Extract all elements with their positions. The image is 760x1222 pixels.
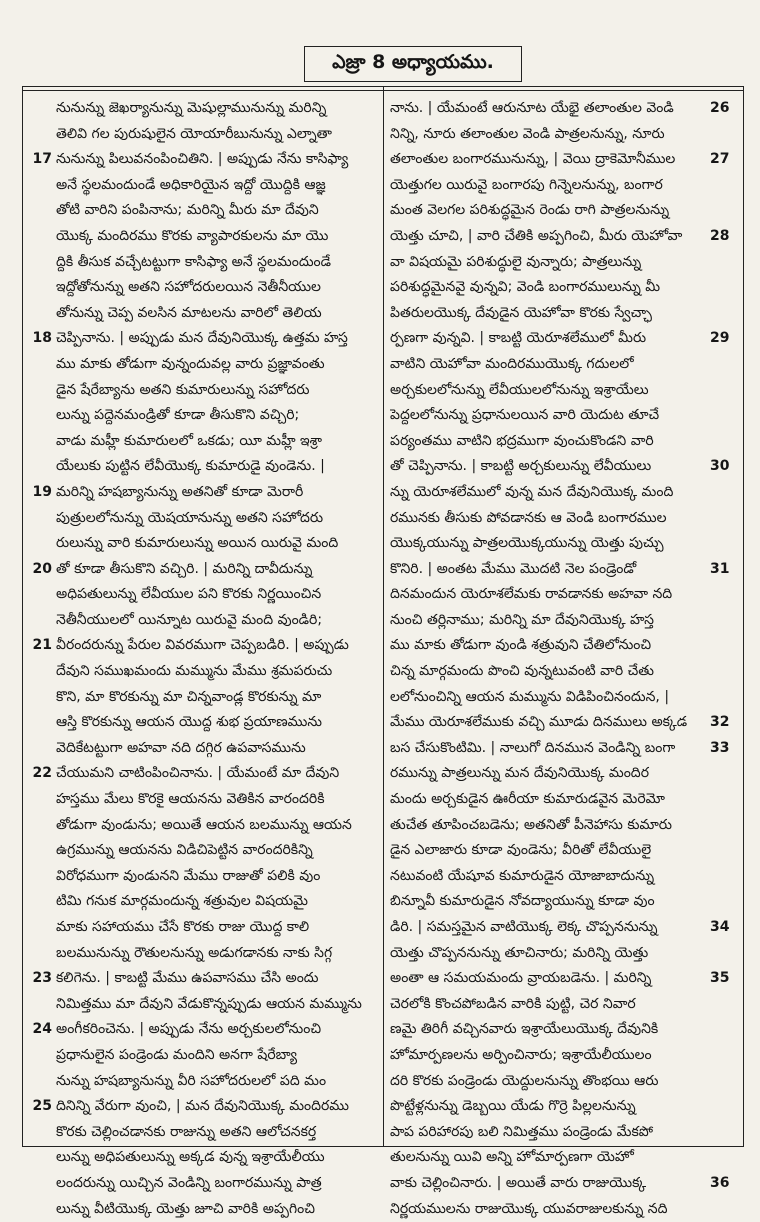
line-text: నున్ను హషబ్యానున్ను వీరి సహోదరులలో పది మం — [56, 1072, 327, 1089]
text-line — [56, 122, 376, 148]
text-line — [390, 1120, 708, 1146]
text-line — [56, 454, 376, 480]
line-text: కొరకు చెల్లించడానకు రాజున్ను అతని ఆలోచనకర్త — [56, 1123, 317, 1140]
line-text: ము మాకు తోడుగా వుండి శత్రువుని చేతిలోనుంచి — [390, 637, 652, 654]
line-text: చెప్పినాను. | అప్పుడు మన దేవునియొక్క ఉత్తమ హస్త — [56, 330, 348, 347]
line-text: యొక్క మందిరము కొరకు వ్యాపారకులను మా యొ — [56, 227, 329, 244]
text-line — [56, 1171, 376, 1197]
line-text: పొట్టేళ్లనున్ను డెబ్బయి యేడు గొర్రె పిల్లలనున్ను — [390, 1098, 636, 1115]
line-text: డైన షేరేబ్యాను అతని కుమారులున్ను సహోదరు — [56, 381, 310, 398]
line-text: దినమందున యెరూశలేమకు రావడానకు అహవా నది — [390, 586, 673, 603]
text-line — [390, 1171, 730, 1197]
verse-number: 30 — [710, 458, 730, 475]
line-text: చెరలోకి కొంచపోబడిన వారికి పుట్టి, చెర నివార — [390, 995, 636, 1012]
line-text: రమున్ను పాత్రలున్ను మన దేవునియొక్క మందిర — [390, 765, 649, 782]
text-line — [56, 378, 376, 404]
line-text: పితరులయొక్క దేవుడైన యెహోవా కొరకు స్వేచ్ఛా — [390, 304, 652, 321]
line-text: మేము యెరూశలేముకు వచ్చి మూడు దినములు అక్కడ — [390, 714, 688, 731]
verse-number: 28 — [710, 227, 730, 244]
text-line — [56, 250, 376, 276]
text-line — [390, 787, 708, 813]
text-line — [56, 941, 376, 967]
line-text: చేయుమని చాటింపించినాను. | యేమంటే మా దేవుని — [56, 765, 340, 782]
text-line — [56, 224, 376, 250]
verse-number: 19 — [32, 483, 52, 500]
line-text: టిమి గనుక మార్గమందున్న శత్రువుల విషయమై — [56, 893, 308, 910]
line-text: వాకు చెల్లించినారు. | అయితే వారు రాజుయొక్క — [390, 1174, 647, 1191]
text-line — [390, 838, 708, 864]
line-text: చిన్న మార్గమందు పొంచి వున్నటువంటి వారి చేతు — [390, 663, 654, 680]
line-text: లున్ను వీటియొక్క యెత్తు జూచి వారికి అప్పగించి — [56, 1200, 315, 1217]
text-line — [390, 813, 708, 839]
text-line — [56, 710, 376, 736]
verse-number: 31 — [710, 560, 730, 577]
line-text: యెత్తుగల యిరువై బంగారపు గిన్నెలనున్ను, బంగార — [390, 176, 663, 193]
line-text: వాడు మహ్లీ కుమారులలో ఒకడు; యీ మహ్లీ ఇశ్రా — [56, 432, 323, 449]
text-line — [390, 1145, 708, 1171]
line-text: రులున్ను వారి కుమారులున్ను అయిన యిరువై మంది — [56, 535, 339, 552]
text-line — [32, 966, 376, 992]
line-text: నునున్ను జెఖర్యానున్ను మెషుల్లామునున్ను మరిన్ని — [56, 100, 327, 116]
text-line — [390, 147, 730, 173]
line-text: న్ను యెరూశలేములో వున్న మన దేవునియొక్క మంది — [390, 483, 674, 500]
verse-number: 33 — [710, 739, 730, 756]
line-text: నాను. | యేమంటే ఆరునూట యేభై తలాంతుల వెండి — [390, 100, 674, 116]
line-text: యెత్తు చూచి, | వారి చేతికి అప్పగించి, మీరు యెహోవా — [390, 227, 683, 244]
line-text: యొక్కయున్ను పాత్రలయొక్కయున్ను యెత్తు పుచ్చు — [390, 535, 664, 552]
line-text: మాకు సహాయము చేసే కొరకు రాజు యొద్ద కాలి — [56, 919, 310, 935]
line-text: హస్తము మేలు కొరకై ఆయనను వెతికిన వారందరికి — [56, 791, 325, 808]
text-line — [390, 173, 708, 199]
line-text: యెత్తు చొప్పననున్ను తూచినారు; మరిన్ని యెత్తు — [390, 944, 649, 961]
text-line — [390, 1069, 708, 1095]
text-line — [390, 582, 708, 608]
text-line — [390, 685, 708, 711]
line-text: నటువంటి యేషూవ కుమారుడైన యోజాబాదున్ను — [390, 867, 655, 884]
line-text: ము మాకు తోడుగా వున్నందువల్ల వారు ప్రజ్ఞావంతు — [56, 355, 325, 372]
text-line — [390, 557, 730, 583]
line-text: వా విషయమై పరిశుద్ధులై వున్నారు; పాత్రలున్ను — [390, 253, 642, 270]
text-line — [56, 659, 376, 685]
text-line — [390, 506, 708, 532]
text-line — [56, 889, 376, 915]
text-line — [390, 454, 730, 480]
text-line — [56, 301, 376, 327]
text-line — [32, 633, 376, 659]
verse-number: 18 — [32, 330, 52, 347]
text-line — [390, 531, 708, 557]
line-text: అనే స్థలమందుండే అధికారియైన ఇద్దో యొద్దికి ఆజ్ఞ — [56, 176, 326, 193]
verse-number: 29 — [710, 330, 730, 347]
line-text: నునున్ను పిలువనంపించితిని. | అప్పుడు నేను కాసిఫ్యా — [56, 151, 349, 168]
line-text: దరి కొరకు పండ్రెండు యెద్దులనున్ను తొంభయి ఆరు — [390, 1072, 659, 1089]
text-line — [56, 173, 376, 199]
text-line — [56, 198, 376, 224]
text-line — [56, 1197, 376, 1222]
line-text: అర్చకులలోనున్ను లేవీయులలోనున్ను ఇశ్రాయేలు — [390, 381, 649, 398]
text-line — [390, 352, 708, 378]
text-line — [56, 1069, 376, 1095]
line-text: కొని, మా కొరకున్ను మా చిన్నవాండ్ల కొరకున్ను మా — [56, 688, 322, 705]
text-line — [56, 838, 376, 864]
line-text: రమునకు తీసుకు పోవడానకు ఆ వెండి బంగారముల — [390, 509, 667, 526]
line-text: తలాంతుల బంగారమునున్ను, | వెయి ద్రాకెమోనీముల — [390, 151, 676, 168]
line-text: ఉగ్రమున్ను ఆయనను విడిచిపెట్టిన వారందరికిన్ని — [56, 842, 313, 859]
text-line — [390, 1094, 708, 1120]
text-line — [32, 761, 376, 787]
line-text: తులనున్ను యివి అన్ని హోమార్పణగా యెహో — [390, 1149, 634, 1166]
text-line — [390, 122, 708, 148]
line-text: తెలివి గల పురుషులైన యోయారీబునున్ను ఎల్నాతా — [56, 125, 332, 142]
line-text: పుత్రులలోనున్ను యెషయానున్ను అతని సహోదరు — [56, 509, 324, 526]
line-text: నుంచి తర్లినాము; మరిన్ని మా దేవునియొక్క హస్త — [390, 611, 654, 628]
line-text: పాప పరిహారపు బలి నిమిత్తము పండ్రెండు మేకపో — [390, 1123, 654, 1140]
text-line — [390, 915, 730, 941]
line-text: వాటిని యెహోవా మందిరముయొక్క గదులలో — [390, 355, 634, 372]
verse-number: 34 — [710, 919, 730, 935]
text-line — [390, 608, 708, 634]
line-text: వెదికేటట్టుగా అహవా నది దగ్గిర ఉపవాసమును — [56, 739, 306, 756]
line-text: ప్రధానులైన పండ్రెండు మందిని అనగా షేరేబ్యా — [56, 1046, 298, 1063]
text-line — [390, 326, 730, 352]
verse-number: 25 — [32, 1098, 52, 1115]
verse-number: 35 — [710, 970, 730, 987]
line-text: బలమునున్ను రౌతులనున్ను అడుగడానకు నాకు సిగ్గ — [56, 944, 333, 961]
text-line — [390, 633, 708, 659]
text-line — [390, 1017, 708, 1043]
line-text: హోమార్పణలను అర్పించినారు; ఇశ్రాయేలీయులం — [390, 1046, 652, 1063]
line-text: యేలుకు పుట్టిన లేవీయొక్క కుమారుడై వుండెను. | — [56, 458, 325, 475]
text-line — [390, 992, 708, 1018]
text-line — [390, 198, 708, 224]
line-text: కొనిరి. | అంతట మేము మొదటి నెల పండ్రెండో — [390, 560, 637, 577]
line-text: నెతీనీయులలో యిన్నూట యిరువై మంది వుండిరి; — [56, 611, 323, 628]
right-column — [390, 96, 730, 1222]
text-line — [56, 1120, 376, 1146]
line-text: లున్ను అధిపతులున్ను అక్కడ వున్న ఇశ్రాయేలీయు — [56, 1149, 325, 1166]
line-text: తో చెప్పినాను. | కాబట్టి అర్చకులున్ను లేవీయులు — [390, 458, 652, 475]
text-line — [390, 96, 730, 122]
text-line — [56, 787, 376, 813]
line-text: లున్ను పద్దెనమండ్రితో కూడా తీసుకొని వచ్చిరి; — [56, 407, 300, 424]
line-text: ణమై తిరిగీ వచ్చినవారు ఇశ్రాయేలుయొక్క దేవునికి — [390, 1021, 659, 1038]
line-text: ఇద్దోతోనున్ను అతని సహోదరులయిన నెతీనీయుల — [56, 279, 321, 296]
line-text: లందరున్ను యిచ్చిన వెండిన్ని బంగారమున్ను పాత్ర — [56, 1174, 322, 1191]
line-text: నిన్ని, నూరు తలాంతుల వెండి పాత్రలనున్ను, నూరు — [390, 125, 665, 142]
scripture-page — [22, 40, 744, 1217]
text-line — [390, 659, 708, 685]
text-line — [56, 582, 376, 608]
line-text: మరిన్ని హషబ్యానున్ను అతనితో కూడా మెరారీ — [56, 483, 304, 500]
text-line — [32, 1017, 376, 1043]
line-text: బిన్నూవీ కుమారుడైన నోవద్యాయున్ను కూడా వుం — [390, 893, 655, 910]
text-line — [56, 608, 376, 634]
text-line — [32, 326, 376, 352]
text-line — [56, 813, 376, 839]
verse-number: 23 — [32, 970, 52, 987]
text-line — [390, 1197, 708, 1222]
text-line — [390, 736, 730, 762]
text-line — [56, 352, 376, 378]
line-text: పర్యంతము వాటిని భద్రముగా వుంచుకొండని వారి — [390, 432, 654, 449]
line-text: నిర్ణయములను రాజుయొక్క యువరాజులకున్ను నది — [390, 1200, 668, 1217]
text-line — [32, 147, 376, 173]
text-line — [56, 915, 376, 941]
verse-number: 26 — [710, 100, 730, 116]
line-text: మందు అర్చకుడైన ఊరీయా కుమారుడవైన మెరెమో — [390, 791, 665, 808]
verse-number: 32 — [710, 714, 730, 731]
text-line — [56, 1145, 376, 1171]
text-line — [390, 761, 708, 787]
line-text: ద్దికి తీసుక వచ్చేటట్టుగా కాసిఫ్యా అనే స్థలమందుండే — [56, 253, 332, 270]
text-line — [56, 531, 376, 557]
line-text: అంగీకరించెను. | అప్పుడు నేను అర్చకులలోనుంచి — [56, 1021, 322, 1038]
left-column — [32, 96, 376, 1222]
line-text: డిరి. | సమస్తమైన వాటియొక్క లెక్క చొప్పననున్ను — [390, 919, 658, 935]
text-line — [390, 889, 708, 915]
line-text: తోటి వారిని పంపినాను; మరిన్ని మీరు మా దేవుని — [56, 202, 319, 219]
line-text: నిమిత్తము మా దేవుని వేడుకొన్నప్పుడు ఆయన మమ్మును — [56, 995, 362, 1012]
text-line — [56, 736, 376, 762]
line-text: అంతా ఆ సమయమందు వ్రాయబడెను. | మరిన్ని — [390, 970, 652, 987]
text-line — [56, 403, 376, 429]
column-divider — [383, 86, 384, 1146]
line-text: తోడుగా వుండును; అయితే ఆయన బలమున్ను ఆయన — [56, 816, 352, 833]
text-line — [390, 710, 730, 736]
line-text: తుచేత తూపించబడెను; అతనితో పీనెహాసు కుమారు — [390, 816, 672, 833]
line-text: పరిశుద్ధమైనవై వున్నవి; వెండి బంగారములున్ను మీ — [390, 279, 661, 296]
left-border — [22, 86, 23, 1146]
verse-number: 17 — [32, 151, 52, 168]
line-text: డైన ఎలాజారు కూడా వుండెను; వీరితో లేవీయులై — [390, 842, 652, 859]
text-line — [56, 96, 376, 122]
line-text: కలిగెను. | కాబట్టి మేము ఉపవాసము చేసి అందు — [56, 970, 319, 987]
text-line — [390, 224, 730, 250]
line-text: ర్పణగా వున్నవి. | కాబట్టి యెరూశలేములో మీరు — [390, 330, 647, 347]
text-line — [56, 685, 376, 711]
line-text: దినిన్ని వేరుగా వుంచి, | మన దేవునియొక్క మందిరము — [56, 1098, 349, 1115]
text-line — [56, 1043, 376, 1069]
text-line — [390, 941, 708, 967]
text-line — [390, 301, 708, 327]
line-text: విరోధముగా వుండునని మేము రాజుతో పలికి వుం — [56, 867, 321, 884]
line-text: లలోనుంచిన్ని ఆయన మమ్మును విడిపించినందున, | — [390, 688, 670, 705]
text-line — [390, 378, 708, 404]
text-line — [56, 864, 376, 890]
verse-number: 27 — [710, 151, 730, 168]
line-text: బస చేసుకొంటిమి. | నాలుగో దినమున వెండిన్ని బంగా — [390, 739, 676, 756]
text-line — [390, 275, 708, 301]
text-line — [390, 250, 708, 276]
right-border — [743, 86, 744, 1146]
text-line — [390, 480, 708, 506]
line-text: తోనున్ను చెప్ప వలసిన మాటలను వారిలో తెలియ — [56, 304, 322, 321]
text-line — [56, 992, 376, 1018]
line-text: ఆస్తి కొరకున్ను ఆయన యొద్ద శుభ ప్రయాణమును — [56, 714, 322, 731]
text-line — [32, 557, 376, 583]
text-line — [390, 966, 730, 992]
text-line — [390, 864, 708, 890]
text-line — [390, 403, 708, 429]
verse-number: 21 — [32, 637, 52, 654]
verse-number: 36 — [710, 1174, 730, 1191]
text-line — [56, 506, 376, 532]
verse-number: 22 — [32, 765, 52, 782]
chapter-heading: ఎజ్రా 8 అధ్యాయము. — [304, 46, 522, 82]
text-line — [56, 275, 376, 301]
text-line — [390, 429, 708, 455]
verse-number: 24 — [32, 1021, 52, 1038]
line-text: దేవుని సముఖమందు మమ్మును మేము శ్రమపరుచు — [56, 663, 333, 680]
text-line — [32, 1094, 376, 1120]
line-text: మంత వెలగల పరిశుద్ధమైన రెండు రాగి పాత్రలనున్ను — [390, 202, 670, 219]
verse-number: 20 — [32, 560, 52, 577]
line-text: వీరందరున్ను పేరుల వివరముగా చెప్పబడిరి. | అప్పుడు — [56, 637, 349, 654]
line-text: తో కూడా తీసుకొని వచ్చిరి. | మరిన్ని దావీదున్ను — [56, 560, 313, 577]
line-text: అధిపతులున్ను లేవీయుల పని కొరకు నిర్ణయించిన — [56, 586, 322, 603]
text-line — [56, 429, 376, 455]
text-line — [32, 480, 376, 506]
line-text: పెద్దలలోనున్ను ప్రధానులయిన వారి యెదుట తూచే — [390, 407, 660, 424]
text-line — [390, 1043, 708, 1069]
